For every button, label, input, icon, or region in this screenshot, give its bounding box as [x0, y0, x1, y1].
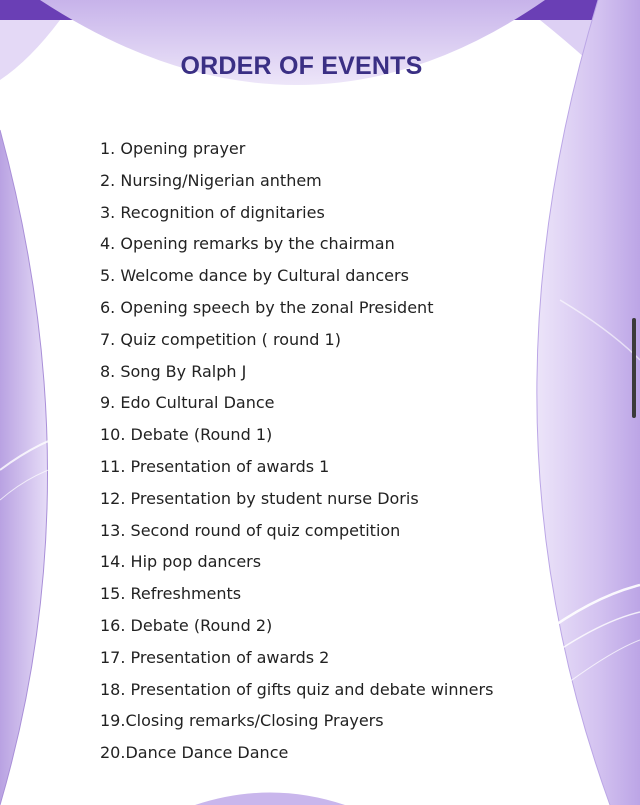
event-item: 20.Dance Dance Dance	[100, 743, 289, 763]
event-item: 3. Recognition of dignitaries	[100, 202, 325, 222]
event-item: 8. Song By Ralph J	[100, 361, 247, 381]
events-list	[100, 138, 493, 774]
event-item: 4. Opening remarks by the chairman	[100, 234, 395, 254]
scroll-marker	[632, 318, 636, 418]
event-item: 17. Presentation of awards 2	[100, 647, 330, 667]
bottom-bump	[195, 793, 345, 805]
event-item: 14. Hip pop dancers	[100, 552, 262, 572]
event-item: 13. Second round of quiz competition	[100, 520, 401, 540]
event-item: 18. Presentation of gifts quiz and debate winners	[100, 679, 494, 699]
page-title: ORDER OF EVENTS	[180, 52, 423, 80]
right-panel	[537, 0, 640, 805]
event-item: 15. Refreshments	[100, 584, 242, 604]
event-item: 6. Opening speech by the zonal President	[100, 297, 434, 317]
event-item: 5. Welcome dance by Cultural dancers	[100, 266, 409, 286]
event-item: 9. Edo Cultural Dance	[100, 393, 275, 413]
event-item: 11. Presentation of awards 1	[100, 456, 330, 476]
event-item: 10. Debate (Round 1)	[100, 425, 273, 445]
event-item: 7. Quiz competition ( round 1)	[100, 329, 341, 349]
event-item: 12. Presentation by student nurse Doris	[100, 488, 419, 508]
event-item: 19.Closing remarks/Closing Prayers	[100, 711, 384, 731]
event-item: 16. Debate (Round 2)	[100, 615, 273, 635]
event-item: 2. Nursing/Nigerian anthem	[100, 170, 322, 190]
event-item: 1. Opening prayer	[100, 139, 246, 158]
